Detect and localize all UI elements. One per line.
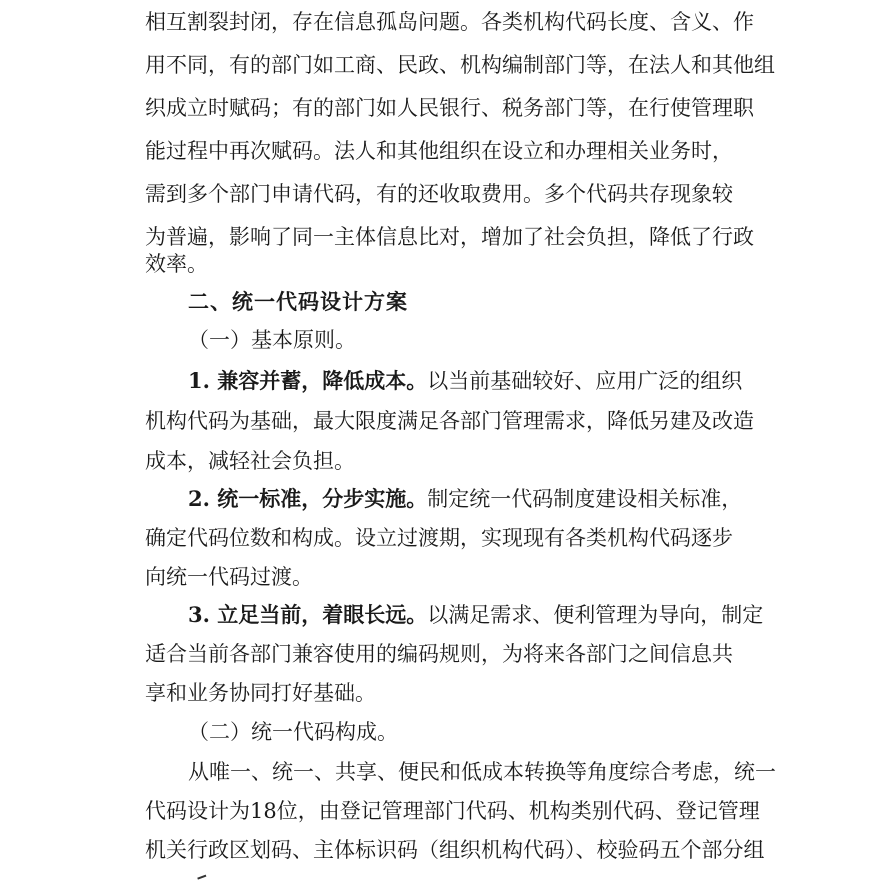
text-line: 能过程中再次赋码。法人和其他组织在设立和办理相关业务时，	[145, 139, 733, 163]
principle-3-line-1	[188, 595, 764, 635]
text-line: 需到多个部门申请代码，有的还收取费用。多个代码共存现象较	[145, 182, 733, 206]
principle-1-title: 1. 兼容并蓄，降低成本。	[188, 368, 428, 393]
principle-1-text: 以当前基础较好、应用广泛的组织	[427, 369, 743, 393]
text-line: 适合当前各部门兼容使用的编码规则，为将来各部门之间信息共	[145, 642, 733, 666]
text-line: 机关行政区划码、主体标识码（组织机构代码）、校验码五个部分组	[145, 838, 765, 862]
principle-3-title: 3. 立足当前，着眼长远。	[188, 602, 428, 627]
section-heading: 二、统一代码设计方案	[188, 290, 408, 314]
subsection-heading: （二）统一代码构成。	[188, 720, 398, 744]
principle-2-line-1	[188, 479, 743, 519]
text-line: 效率。	[145, 252, 208, 276]
text-line: 相互割裂封闭，存在信息孤岛问题。各类机构代码长度、含义、作	[145, 10, 754, 34]
subsection-heading: （一）基本原则。	[188, 328, 356, 352]
text-line: 享和业务协同打好基础。	[145, 681, 376, 705]
cut-off-text-fragment	[197, 875, 208, 884]
principle-1-line-1	[188, 361, 743, 401]
text-line: 确定代码位数和构成。设立过渡期，实现现有各类机构代码逐步	[145, 526, 733, 550]
text-line: 从唯一、统一、共享、便民和低成本转换等角度综合考虑，统一	[188, 760, 776, 784]
text-line: 用不同，有的部门如工商、民政、机构编制部门等，在法人和其他组	[145, 53, 775, 77]
text-line: 代码设计为18位，由登记管理部门代码、机构类别代码、登记管理	[145, 799, 760, 823]
principle-2-text: 制定统一代码制度建设相关标准，	[427, 487, 743, 511]
principle-2-title: 2. 统一标准，分步实施。	[188, 486, 428, 511]
text-line: 为普遍，影响了同一主体信息比对，增加了社会负担，降低了行政	[145, 225, 754, 249]
principle-3-text: 以满足需求、便利管理为导向，制定	[427, 603, 764, 627]
text-line: 向统一代码过渡。	[145, 565, 313, 589]
text-line: 成本，减轻社会负担。	[145, 449, 355, 473]
text-line: 织成立时赋码；有的部门如人民银行、税务部门等，在行使管理职	[145, 96, 754, 120]
text-line: 机构代码为基础，最大限度满足各部门管理需求，降低另建及改造	[145, 409, 754, 433]
